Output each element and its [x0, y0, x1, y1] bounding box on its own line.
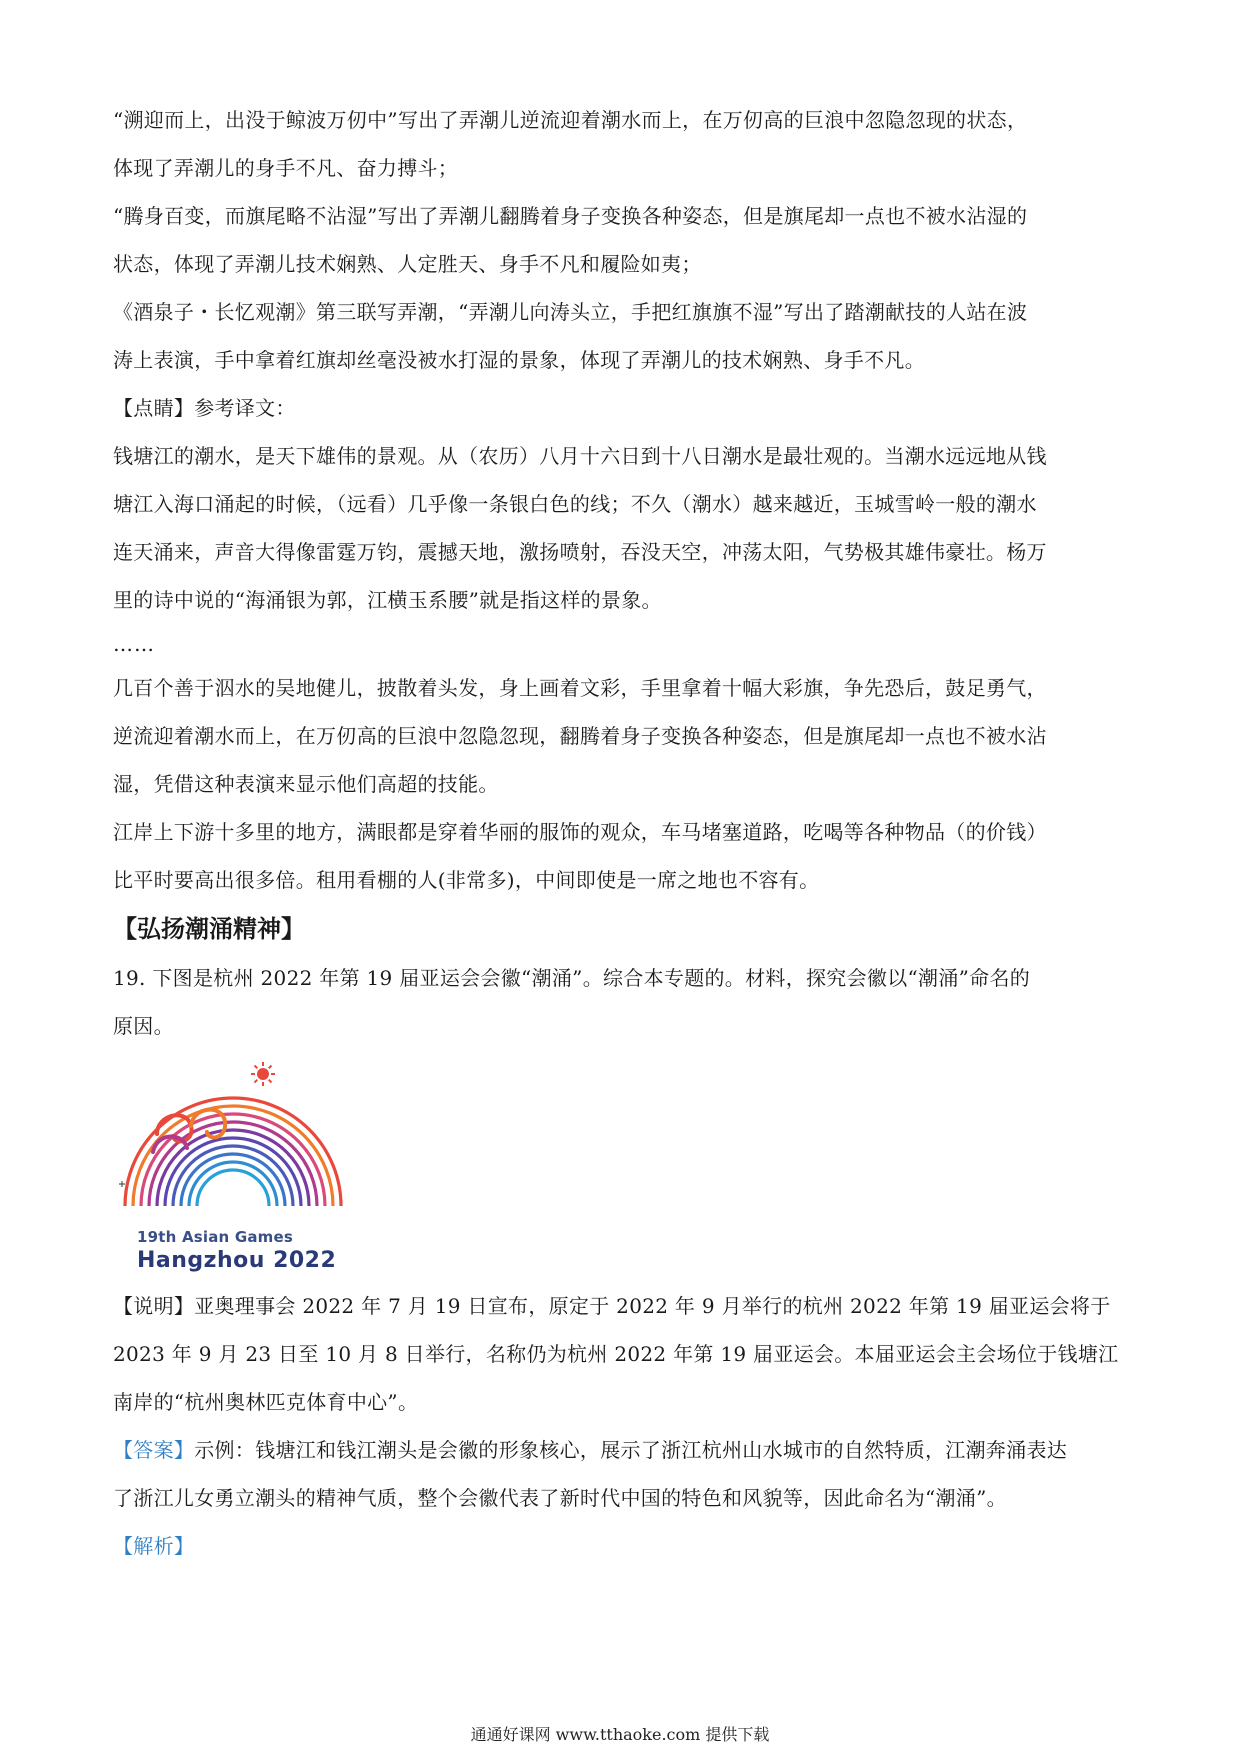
logo-text-line1: 19th Asian Games: [137, 1228, 294, 1246]
sun-icon: [251, 1062, 275, 1086]
translation-line: 里的诗中说的“海涌银为郭，江横玉系腰”就是指这样的景象。: [113, 588, 662, 612]
translation-line: 塘江入海口涌起的时候，（远看）几乎像一条银白色的线；不久（潮水）越来越近，玉城雪岭一般的潮水: [113, 492, 1037, 516]
translation-line: 江岸上下游十多里的地方，满眼都是穿着华丽的服饰的观众，车马堵塞道路，吃喝等各种物品（的价钱）: [113, 820, 1047, 844]
note-line: 2023 年 9 月 23 日至 10 月 8 日举行，名称仍为杭州 2022 年第 19 届亚运会。本届亚运会主会场位于钱塘江: [113, 1342, 1119, 1366]
analysis-line: 体现了弄潮儿的身手不凡、奋力搏斗；: [113, 156, 459, 180]
document-body: [113, 96, 1123, 1570]
note-line: 【说明】亚奥理事会 2022 年 7 月 19 日宣布，原定于 2022 年 9 月举行的杭州 2022 年第 19 届亚运会将于: [113, 1294, 1111, 1318]
translation-line: 比平时要高出很多倍。租用看棚的人(非常多)，中间即使是一席之地也不容有。: [113, 868, 820, 892]
question-line: 原因。: [113, 1014, 174, 1038]
section-heading: 【弘扬潮涌精神】: [113, 915, 305, 943]
translation-line: 连天涌来，声音大得像雷霆万钧，震撼天地，激扬喷射，吞没天空，冲荡太阳，气势极其雄伟豪壮。杨万: [113, 540, 1047, 564]
analysis-line: 《酒泉子・长忆观潮》第三联写弄潮，“弄潮儿向涛头立，手把红旗旗不湿”写出了踏潮献技的人站在波: [113, 300, 1028, 324]
analysis-line: 涛上表演，手中拿着红旗却丝毫没被水打湿的景象，体现了弄潮儿的技术娴熟、身手不凡。: [113, 348, 925, 372]
analysis-tag: 【解析】: [113, 1534, 195, 1558]
translation-line: 几百个善于泅水的吴地健儿，披散着头发，身上画着文彩，手里拿着十幅大彩旗，争先恐后，鼓足勇气，: [113, 676, 1047, 700]
translation-line: 钱塘江的潮水，是天下雄伟的景观。从（农历）八月十六日到十八日潮水是最壮观的。当潮水远远地从钱: [113, 444, 1047, 468]
asian-games-logo: [113, 1056, 353, 1276]
page-footer: 通通好课网 www.tthaoke.com 提供下载: [470, 1725, 770, 1744]
answer-tag: 【答案】: [113, 1438, 195, 1462]
translation-line: 逆流迎着潮水而上，在万仞高的巨浪中忽隐忽现，翻腾着身子变换各种姿态，但是旗尾却一点也不被水沾: [113, 724, 1047, 748]
answer-text: 示例：钱塘江和钱江潮头是会徽的形象核心，展示了浙江杭州山水城市的自然特质，江潮奔涌表达: [194, 1438, 1068, 1462]
question-line: 19. 下图是杭州 2022 年第 19 届亚运会会徽“潮涌”。综合本专题的。材料，探究会徽以“潮涌”命名的: [113, 966, 1031, 990]
dianjing-label: 【点睛】参考译文：: [113, 396, 296, 420]
answer-line: 了浙江儿女勇立潮头的精神气质，整个会徽代表了新时代中国的特色和风貌等，因此命名为“潮涌”。: [113, 1486, 1007, 1510]
logo-text-line2: Hangzhou 2022: [137, 1248, 337, 1273]
analysis-line: “溯迎而上，出没于鲸波万仞中”写出了弄潮儿逆流迎着潮水而上，在万仞高的巨浪中忽隐忽现的状态，: [113, 108, 1028, 132]
answer-line: [113, 1426, 1123, 1474]
analysis-line: 状态，体现了弄潮儿技术娴熟、人定胜天、身手不凡和履险如夷；: [113, 252, 702, 276]
chaoyong-emblem-icon: [113, 1056, 353, 1231]
translation-line: 湿，凭借这种表演来显示他们高超的技能。: [113, 772, 499, 796]
note-line: 南岸的“杭州奥林匹克体育中心”。: [113, 1390, 419, 1414]
analysis-line: “腾身百变，而旗尾略不沾湿”写出了弄潮儿翻腾着身子变换各种姿态，但是旗尾却一点也不被水沾湿的: [113, 204, 1028, 228]
ellipsis: ……: [113, 632, 155, 656]
